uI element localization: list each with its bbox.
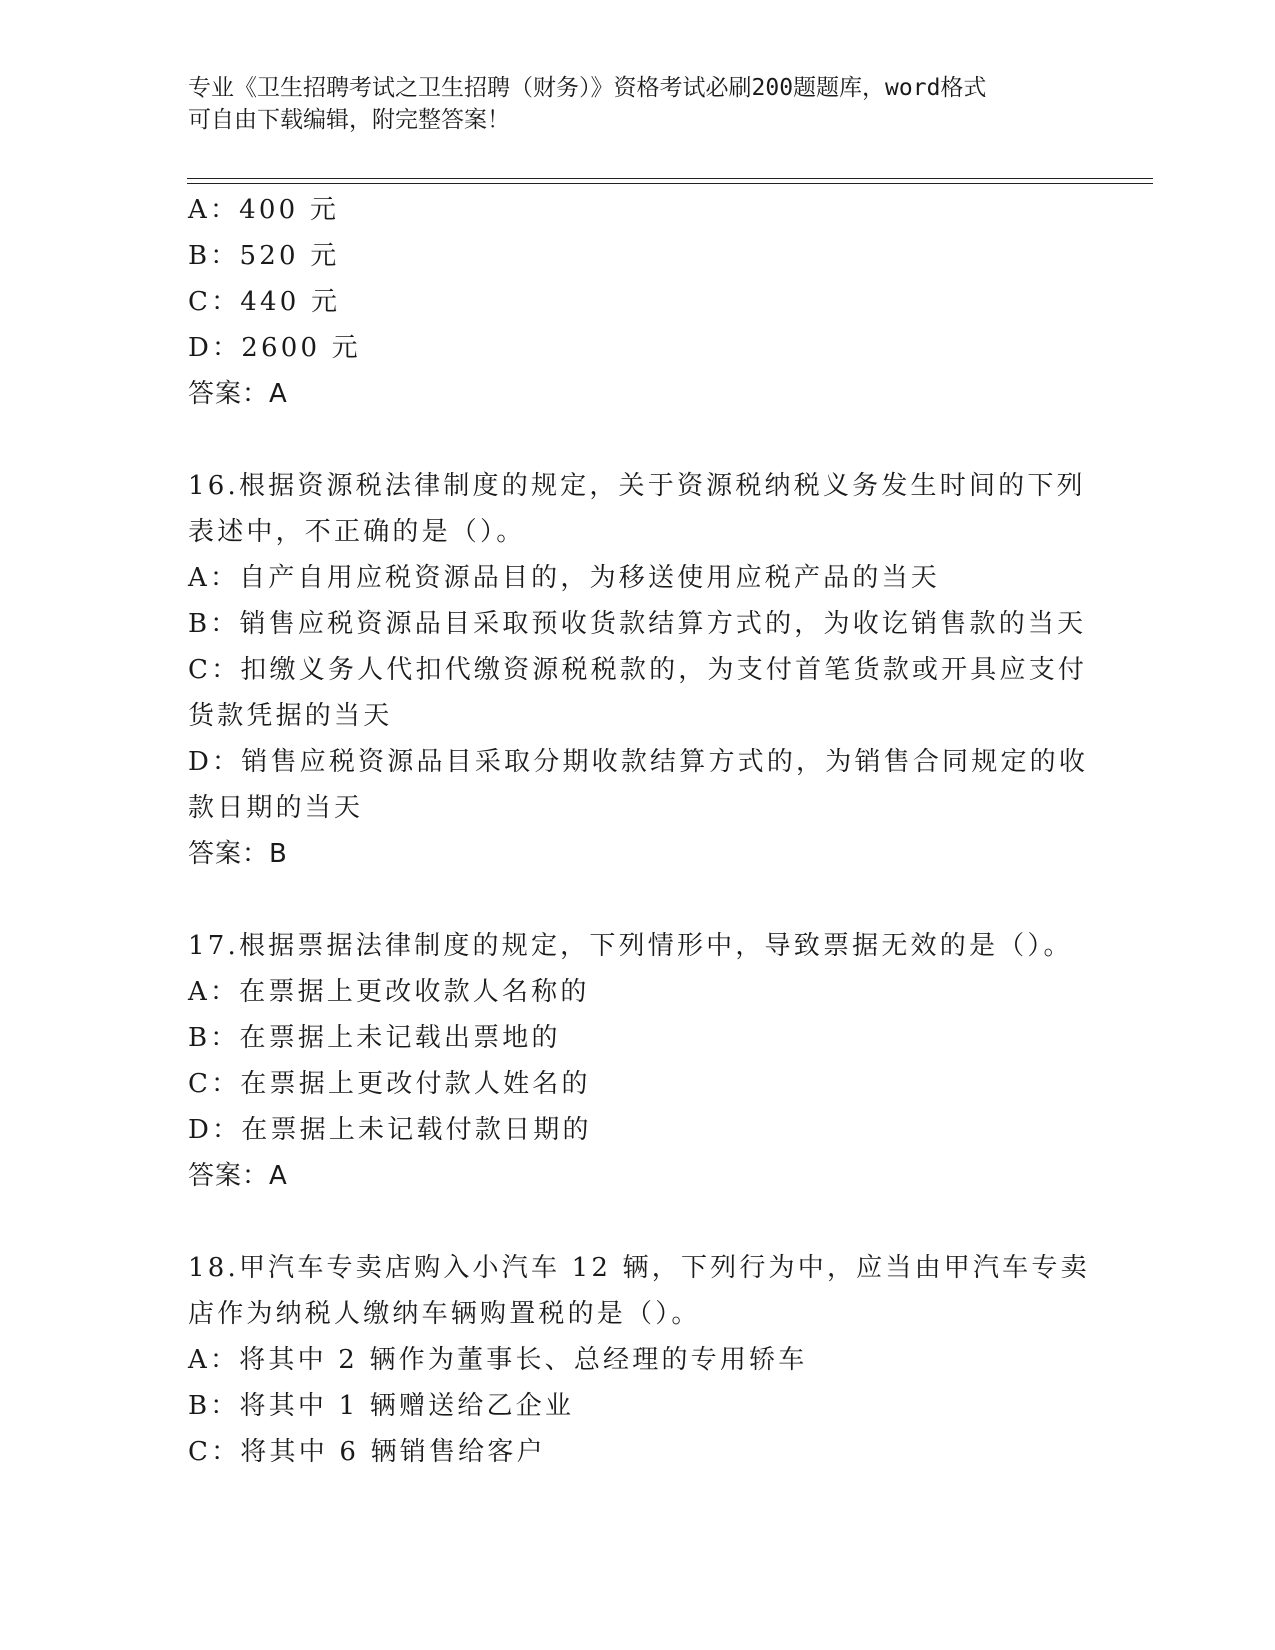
header-line-1: 专业《卫生招聘考试之卫生招聘（财务）》资格考试必刷200题题库，word格式 [188, 75, 987, 101]
answer: 答案：A [188, 379, 288, 409]
question-15-tail [188, 187, 1088, 417]
option-d: D：在票据上未记载付款日期的 [188, 1115, 592, 1145]
question-stem: 表述中，不正确的是（）。 [188, 517, 526, 547]
option-b: B：将其中 1 辆赠送给乙企业 [188, 1391, 575, 1421]
option-a: A：在票据上更改收款人名称的 [188, 977, 590, 1007]
option-a: A：400 元 [188, 195, 340, 225]
option-d: D：销售应税资源品目采取分期收款结算方式的，为销售合同规定的收 [188, 747, 1089, 777]
question-stem: 18.甲汽车专卖店购入小汽车 12 辆，下列行为中，应当由甲汽车专卖 [188, 1253, 1090, 1283]
option-c-continued: 货款凭据的当天 [188, 701, 393, 731]
header-line-2: 可自由下载编辑，附完整答案！ [188, 107, 510, 133]
option-a: A：自产自用应税资源品目的，为移送使用应税产品的当天 [188, 563, 940, 593]
answer: 答案：B [188, 839, 288, 869]
spacer [188, 417, 1088, 463]
header-rule-top [187, 178, 1153, 179]
spacer [188, 877, 1088, 923]
option-c: C：将其中 6 辆销售给客户 [188, 1437, 546, 1467]
document-header [188, 72, 1068, 136]
spacer [188, 1199, 1088, 1245]
option-c: C：440 元 [188, 287, 341, 317]
option-c: C：在票据上更改付款人姓名的 [188, 1069, 591, 1099]
option-d: D：2600 元 [188, 333, 361, 363]
option-b: B：销售应税资源品目采取预收货款结算方式的，为收讫销售款的当天 [188, 609, 1087, 639]
question-17 [188, 923, 1088, 1199]
question-stem: 店作为纳税人缴纳车辆购置税的是（）。 [188, 1299, 701, 1329]
option-b: B：520 元 [188, 241, 340, 271]
question-stem: 17.根据票据法律制度的规定，下列情形中，导致票据无效的是（）。 [188, 931, 1073, 961]
question-16 [188, 463, 1088, 877]
option-b: B：在票据上未记载出票地的 [188, 1023, 561, 1053]
question-stem: 16.根据资源税法律制度的规定，关于资源税纳税义务发生时间的下列 [188, 471, 1086, 501]
header-rule-bottom [187, 183, 1153, 184]
question-18 [188, 1245, 1088, 1475]
answer: 答案：A [188, 1161, 288, 1191]
option-d-continued: 款日期的当天 [188, 793, 364, 823]
question-list [188, 187, 1088, 1475]
option-c: C：扣缴义务人代扣代缴资源税税款的，为支付首笔货款或开具应支付 [188, 655, 1088, 685]
option-a: A：将其中 2 辆作为董事长、总经理的专用轿车 [188, 1345, 808, 1375]
